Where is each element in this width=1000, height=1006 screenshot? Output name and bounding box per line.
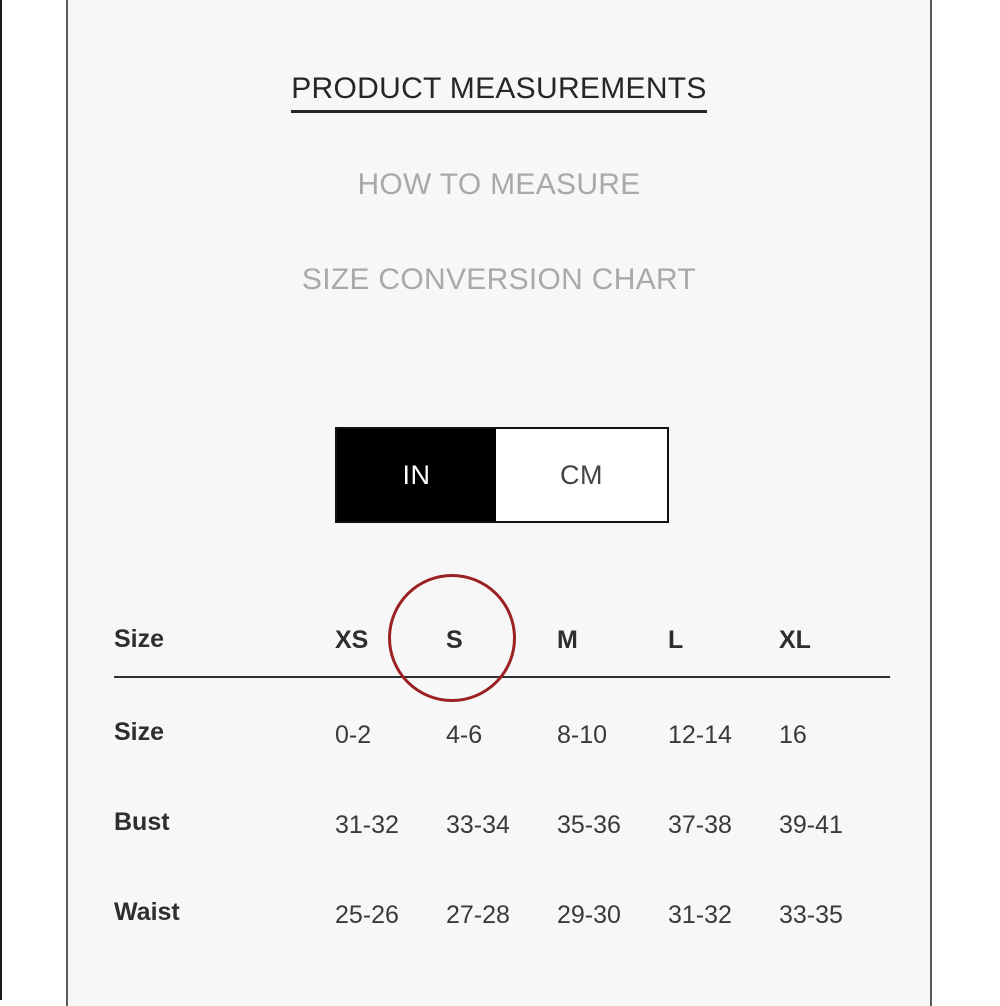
column-header-s: S	[446, 626, 463, 654]
table-cell: 33-35	[779, 901, 843, 929]
size-s-highlight-circle	[388, 574, 516, 702]
unit-in-button[interactable]: IN	[337, 429, 496, 521]
table-cell: 33-34	[446, 811, 510, 839]
table-cell: 27-28	[446, 901, 510, 929]
row-label-waist: Waist	[114, 898, 180, 926]
tab-size-conversion-chart[interactable]	[68, 263, 930, 297]
tab-product-measurements-label: PRODUCT MEASUREMENTS	[291, 72, 706, 113]
table-cell: 25-26	[335, 901, 399, 929]
table-cell: 0-2	[335, 721, 372, 749]
column-header-xs: XS	[335, 626, 369, 654]
table-cell: 8-10	[557, 721, 608, 749]
table-cell: 29-30	[557, 901, 621, 929]
table-cell: 31-32	[335, 811, 399, 839]
tab-size-conversion-chart-label: SIZE CONVERSION CHART	[301, 263, 697, 296]
size-guide-panel	[66, 0, 932, 1006]
column-header-m: M	[557, 626, 578, 654]
table-cell: 4-6	[446, 721, 483, 749]
table-cell: 31-32	[668, 901, 732, 929]
column-header-xl: XL	[779, 626, 811, 654]
table-header-label: Size	[114, 625, 165, 653]
row-label-size: Size	[114, 718, 165, 746]
table-cell: 39-41	[779, 811, 843, 839]
table-cell: 12-14	[668, 721, 732, 749]
tab-how-to-measure[interactable]	[68, 168, 930, 202]
tab-how-to-measure-label: HOW TO MEASURE	[357, 168, 641, 201]
unit-toggle	[335, 427, 669, 523]
left-edge-divider	[0, 0, 2, 1000]
table-cell: 37-38	[668, 811, 732, 839]
table-cell: 16	[779, 721, 807, 749]
unit-cm-button[interactable]: CM	[496, 429, 667, 521]
row-label-bust: Bust	[114, 808, 170, 836]
table-cell: 35-36	[557, 811, 621, 839]
column-header-l: L	[668, 626, 684, 654]
tab-product-measurements[interactable]	[68, 72, 930, 113]
